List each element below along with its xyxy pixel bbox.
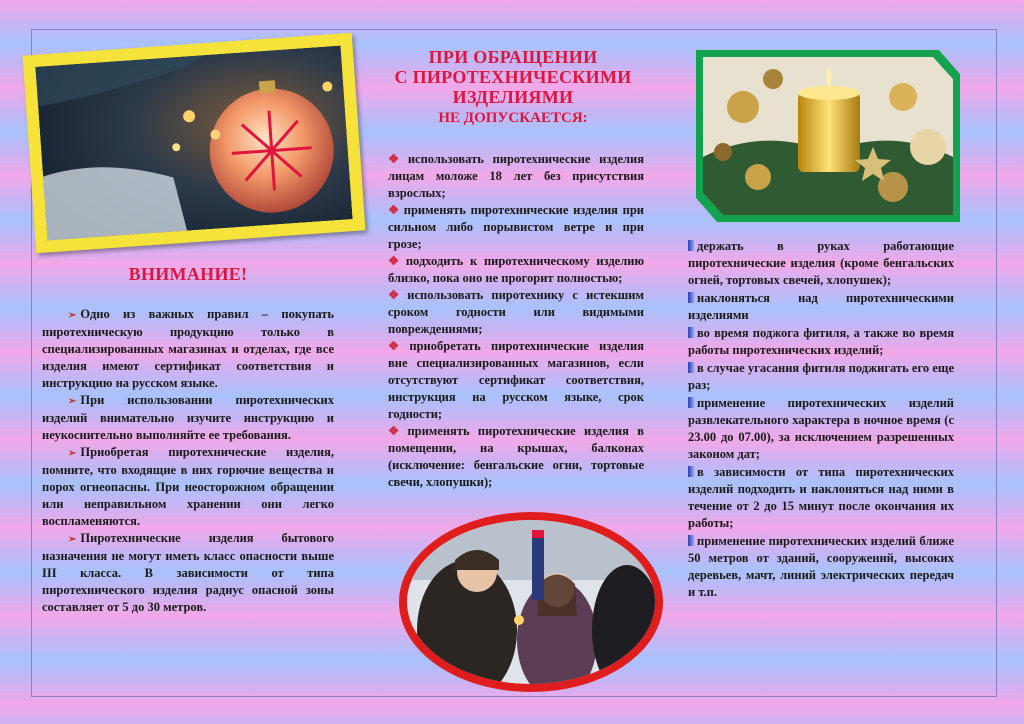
people-fireworks-photo [399, 512, 663, 692]
list-item: применение пиротехнических изделий ближе 50 метров от зданий, сооружений, высоких деревьев, мачт, линий электрических передач и т.п. [688, 534, 954, 599]
list-item: в случае угасания фитиля поджигать его еще раз; [688, 361, 954, 392]
arrow-bullet-icon: ➢ [68, 534, 77, 545]
list-item: применение пиротехнических изделий развлекательного характера в ночное время (с 23.00 до 07.00), за исключением разрешенных законом дат; [688, 396, 954, 461]
list-item: ❖ приобретать пиротехнические изделия вне специализированных магазинов, если отсутствуют сертификат соответствия, инструкция на русском языке, срок годности; [388, 339, 644, 421]
diamond-bullet-icon: ❖ [388, 288, 405, 302]
gradient-square-bullet-icon [688, 292, 694, 303]
diamond-bullet-icon: ❖ [388, 254, 403, 268]
gradient-square-bullet-icon [688, 535, 694, 546]
candle-decoration-photo [696, 50, 960, 222]
gradient-square-bullet-icon [688, 362, 694, 373]
arrow-bullet-icon: ➢ [68, 310, 77, 321]
list-item: ❖ использовать пиротехнику с истекшим сроком годности или видимыми повреждениями; [388, 288, 644, 336]
list-item: ➢ Пиротехнические изделия бытового назначения не могут иметь класс опасности выше III класса. В зависимости от типа пиротехнического изделия радиус опасной зоны составляет от 5 до 30 метров. [42, 531, 334, 614]
list-item: ❖ использовать пиротехнические изделия лицам моложе 18 лет без присутствия взрослых; [388, 152, 644, 200]
gradient-square-bullet-icon [688, 397, 694, 408]
middle-title: ПРИ ОБРАЩЕНИИ С ПИРОТЕХНИЧЕСКИМИ ИЗДЕЛИЯМИ [394, 47, 632, 107]
list-item: ❖ применять пиротехнические изделия при сильном либо порывистом ветре и при грозе; [388, 203, 644, 251]
gradient-square-bullet-icon [688, 240, 694, 251]
arrow-bullet-icon: ➢ [68, 448, 77, 459]
list-item: ❖ подходить к пиротехническому изделию близко, пока оно не прогорит полностью; [388, 254, 644, 285]
list-item: во время поджога фитиля, а также во время работы пиротехнических изделий; [688, 326, 954, 357]
list-item: ➢ Приобретая пиротехнические изделия, помните, что входящие в них горючие вещества и порох огнеопасны. При неосторожном обращении или неправильном хранении они легко воспламеняются. [42, 445, 334, 528]
diamond-bullet-icon: ❖ [388, 339, 407, 353]
right-column [688, 238, 954, 602]
arrow-bullet-icon: ➢ [68, 396, 77, 407]
list-item: ❖ применять пиротехнические изделия в помещении, на крышах, балконах (исключение: бенгальские огни, тортовые свечи, хлопушки); [388, 424, 644, 489]
attention-heading: ВНИМАНИЕ! [128, 264, 248, 284]
diamond-bullet-icon: ❖ [388, 203, 401, 217]
gradient-square-bullet-icon [688, 466, 694, 477]
list-item: в зависимости от типа пиротехнических изделий подходить и наклоняться над ними в течение от 2 до 15 минут после окончания их работы; [688, 465, 954, 530]
diamond-bullet-icon: ❖ [388, 424, 405, 438]
gradient-square-bullet-icon [688, 327, 694, 338]
list-item: держать в руках работающие пиротехнические изделия (кроме бенгальских огней, тортовых свечей, хлопушек); [688, 239, 954, 287]
diamond-bullet-icon: ❖ [388, 152, 405, 166]
list-item: ➢ Одно из важных правил – покупать пиротехническую продукцию только в специализированных магазинах и отделах, где все изделия имеют сертификат соответствия и инструкцию на русском языке. [42, 307, 334, 390]
list-item: ➢ При использовании пиротехнических изделий внимательно изучите инструкцию и неукоснительно выполняйте ее требования. [42, 393, 334, 442]
middle-subtitle: НЕ ДОПУСКАЕТСЯ: [438, 110, 588, 126]
left-column [42, 306, 334, 616]
list-item: наклоняться над пиротехническими изделиями [688, 291, 954, 322]
middle-column [388, 151, 644, 491]
christmas-ornament-photo [22, 33, 365, 254]
